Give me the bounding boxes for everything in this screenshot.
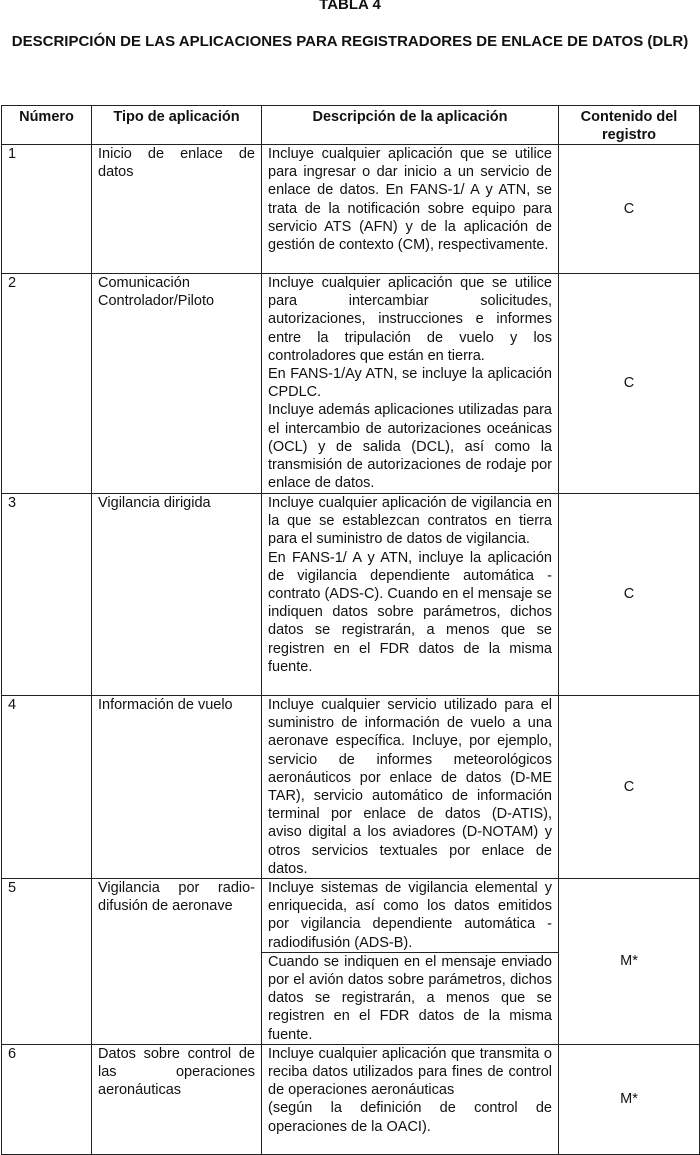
description-paragraph: Incluye cualquier servicio utilizado para el suministro de información de vuelo a una aeronave específica. Incluye, por ejemplo, servicio de informes meteorológicos aeronáuticos por enlace de datos (D-ME TAR), servicio automático de información terminal por enlace de datos (D-ATIS), aviso digital a los aviadores (D-NOTAM) y otros servicios textuales por enlace de datos. <box>268 697 552 877</box>
row-content: M* <box>559 1044 700 1154</box>
row-type-empty <box>92 952 262 1044</box>
row-content: C <box>559 274 700 494</box>
applications-table <box>1 105 700 1155</box>
row-type: Inicio de enlace de datos <box>92 145 262 274</box>
row-number: 3 <box>2 494 92 696</box>
header-number: Número <box>2 106 92 145</box>
description-paragraph: Incluye cualquier aplicación que se utilice para ingresar o dar inicio a un servicio de enlace de datos. En FANS-1/ A y ATN, se trata de la notificación sobre equipo para servicio ATS (AFN) y de la aplicación de gestión de contexto (CM), respectivamente. <box>268 146 552 254</box>
row-type: Vigilancia dirigida <box>92 494 262 696</box>
row-content: C <box>559 145 700 274</box>
header-content: Contenido del registro <box>559 106 700 145</box>
table-row <box>2 696 700 879</box>
row-content: C <box>559 696 700 879</box>
row-description <box>262 879 559 953</box>
row-description <box>262 145 559 274</box>
row-content: C <box>559 494 700 696</box>
row-type: Información de vuelo <box>92 696 262 879</box>
table-title: DESCRIPCIÓN DE LAS APLICACIONES PARA REGISTRADORES DE ENLACE DE DATOS (DLR) <box>11 33 689 50</box>
row-description <box>262 494 559 696</box>
row-description <box>262 696 559 879</box>
row-type: Vigilancia por radio-difusión de aeronave <box>92 879 262 953</box>
row-number: 6 <box>2 1044 92 1154</box>
row-type: Comunicación Controlador/Piloto <box>92 274 262 494</box>
row-number-empty <box>2 952 92 1044</box>
row-description <box>262 1044 559 1154</box>
table-row <box>2 879 700 953</box>
row-type: Datos sobre control de las operaciones aeronáuticas <box>92 1044 262 1154</box>
description-paragraph: En FANS-1/ A y ATN, incluye la aplicación de vigilancia dependiente automática - contrato (ADS-C). Cuando en el mensaje se indiquen datos sobre parámetros, dichos datos se registrarán, a menos que se registren en el FDR datos de la misma fuente. <box>268 549 552 675</box>
header-row <box>2 106 700 145</box>
description-paragraph: Incluye sistemas de vigilancia elemental y enriquecida, así como los datos emitidos por vigilancia dependiente automática - radiodifusión (ADS-B). <box>268 880 552 951</box>
row-description <box>262 952 559 1044</box>
description-paragraph: (según la definición de control de operaciones de la OACI). <box>268 1100 552 1135</box>
description-paragraph: En FANS-1/Ay ATN, se incluye la aplicación CPDLC. <box>268 366 552 401</box>
description-paragraph: Incluye cualquier aplicación que se utilice para intercambiar solicitudes, autorizaciones, instrucciones e informes entre la tripulación de vuelo y los controladores que están en tierra. <box>268 275 552 364</box>
table-label: TABLA 4 <box>319 0 381 13</box>
header-type: Tipo de aplicación <box>92 106 262 145</box>
description-paragraph: Incluye cualquier aplicación de vigilancia en la que se establezcan contratos en tierra para el suministro de datos de vigilancia. <box>268 495 552 548</box>
row-number: 5 <box>2 879 92 953</box>
row-number: 1 <box>2 145 92 274</box>
description-paragraph: Cuando se indiquen en el mensaje enviado por el avión datos sobre parámetros, dichos datos se registrarán, a menos que se registren en el FDR datos de la misma fuente. <box>268 953 552 1043</box>
table-row <box>2 274 700 494</box>
row-number: 4 <box>2 696 92 879</box>
row-content: M* <box>559 879 700 1045</box>
description-paragraph: Incluye cualquier aplicación que transmita o reciba datos utilizados para fines de control de operaciones aeronáuticas <box>268 1045 552 1099</box>
row-description <box>262 274 559 494</box>
description-paragraph: Incluye además aplicaciones utilizadas para el intercambio de autorizaciones oceánicas (OCL) y de salida (DCL), así como la transmisión de autorizaciones de rodaje por enlace de datos. <box>268 402 552 492</box>
table-row <box>2 1044 700 1154</box>
table-row <box>2 145 700 274</box>
header-description: Descripción de la aplicación <box>262 106 559 145</box>
table-row <box>2 494 700 696</box>
row-number: 2 <box>2 274 92 494</box>
